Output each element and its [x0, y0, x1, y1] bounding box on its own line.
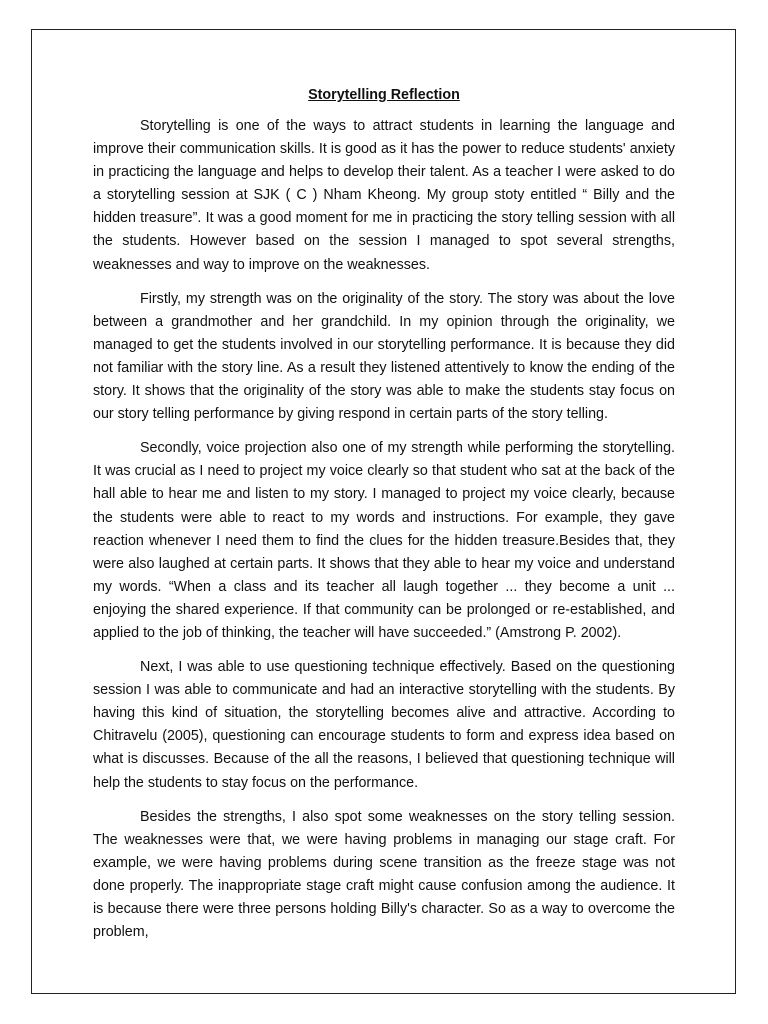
paragraph-questioning: Next, I was able to use questioning technique effectively. Based on the questioning session I was able to communicate and had an interactive storytelling with the students. By having this kind of situation, the storytelling becomes alive and attractive. According to Chitravelu (2005), questioning can encourage students to form and express idea based on what is discusses. Because of the all the reasons, I believed that questioning technique will help the students to stay focus on the performance.: [93, 659, 675, 791]
paragraph-voice-projection: Secondly, voice projection also one of my strength while performing the storytelling. It was crucial as I need to project my voice clearly so that student who sat at the back of the hall able to hear me and listen to my story. I managed to project my voice clearly, because the students were able to react to my words and instructions. For example, they gave reaction whenever I need them to find the clues for the hidden treasure.Besides that, they were also laughed at certain parts. It shows that they able to hear my voice and understand my words. “When a class and its teacher all laugh together ... they become a unit ... enjoying the shared experience. If that community can be prolonged or re-established, and applied to the job of thinking, the teacher will have succeeded.” (Amstrong P. 2002).: [93, 440, 675, 641]
document-body: [93, 86, 675, 955]
document-title: Storytelling Reflection: [308, 87, 460, 103]
paragraph-introduction: Storytelling is one of the ways to attract students in learning the language and improve their communication skills. It is good as it has the power to reduce students' anxiety in practicing the language and helps to develop their talent. As a teacher I were asked to do a storytelling session at SJK ( C ) Nham Kheong. My group stoty entitled “ Billy and the hidden treasure”. It was a good moment for me in practicing the story telling session with all the students. However based on the session I managed to spot several strengths, weaknesses and way to improve on the weaknesses.: [93, 118, 675, 273]
paragraph-weaknesses: Besides the strengths, I also spot some weaknesses on the story telling session. The weaknesses were that, we were having problems in managing our stage craft. For example, we were having problems during scene transition as the freeze stage was not done properly. The inappropriate stage craft might cause confusion among the audience. It is because there were three persons holding Billy's character. So as a way to overcome the problem,: [93, 808, 675, 941]
paragraph-originality: Firstly, my strength was on the originality of the story. The story was about the love between a grandmother and her grandchild. In my opinion through the originality, we managed to get the students involved in our storytelling performance. It is because they did not familiar with the story line. As a result they listened attentively to know the ending of the story. It shows that the originality of the story was able to make the students stay focus on our story telling performance by giving respond in certain parts of the story telling.: [93, 290, 675, 423]
